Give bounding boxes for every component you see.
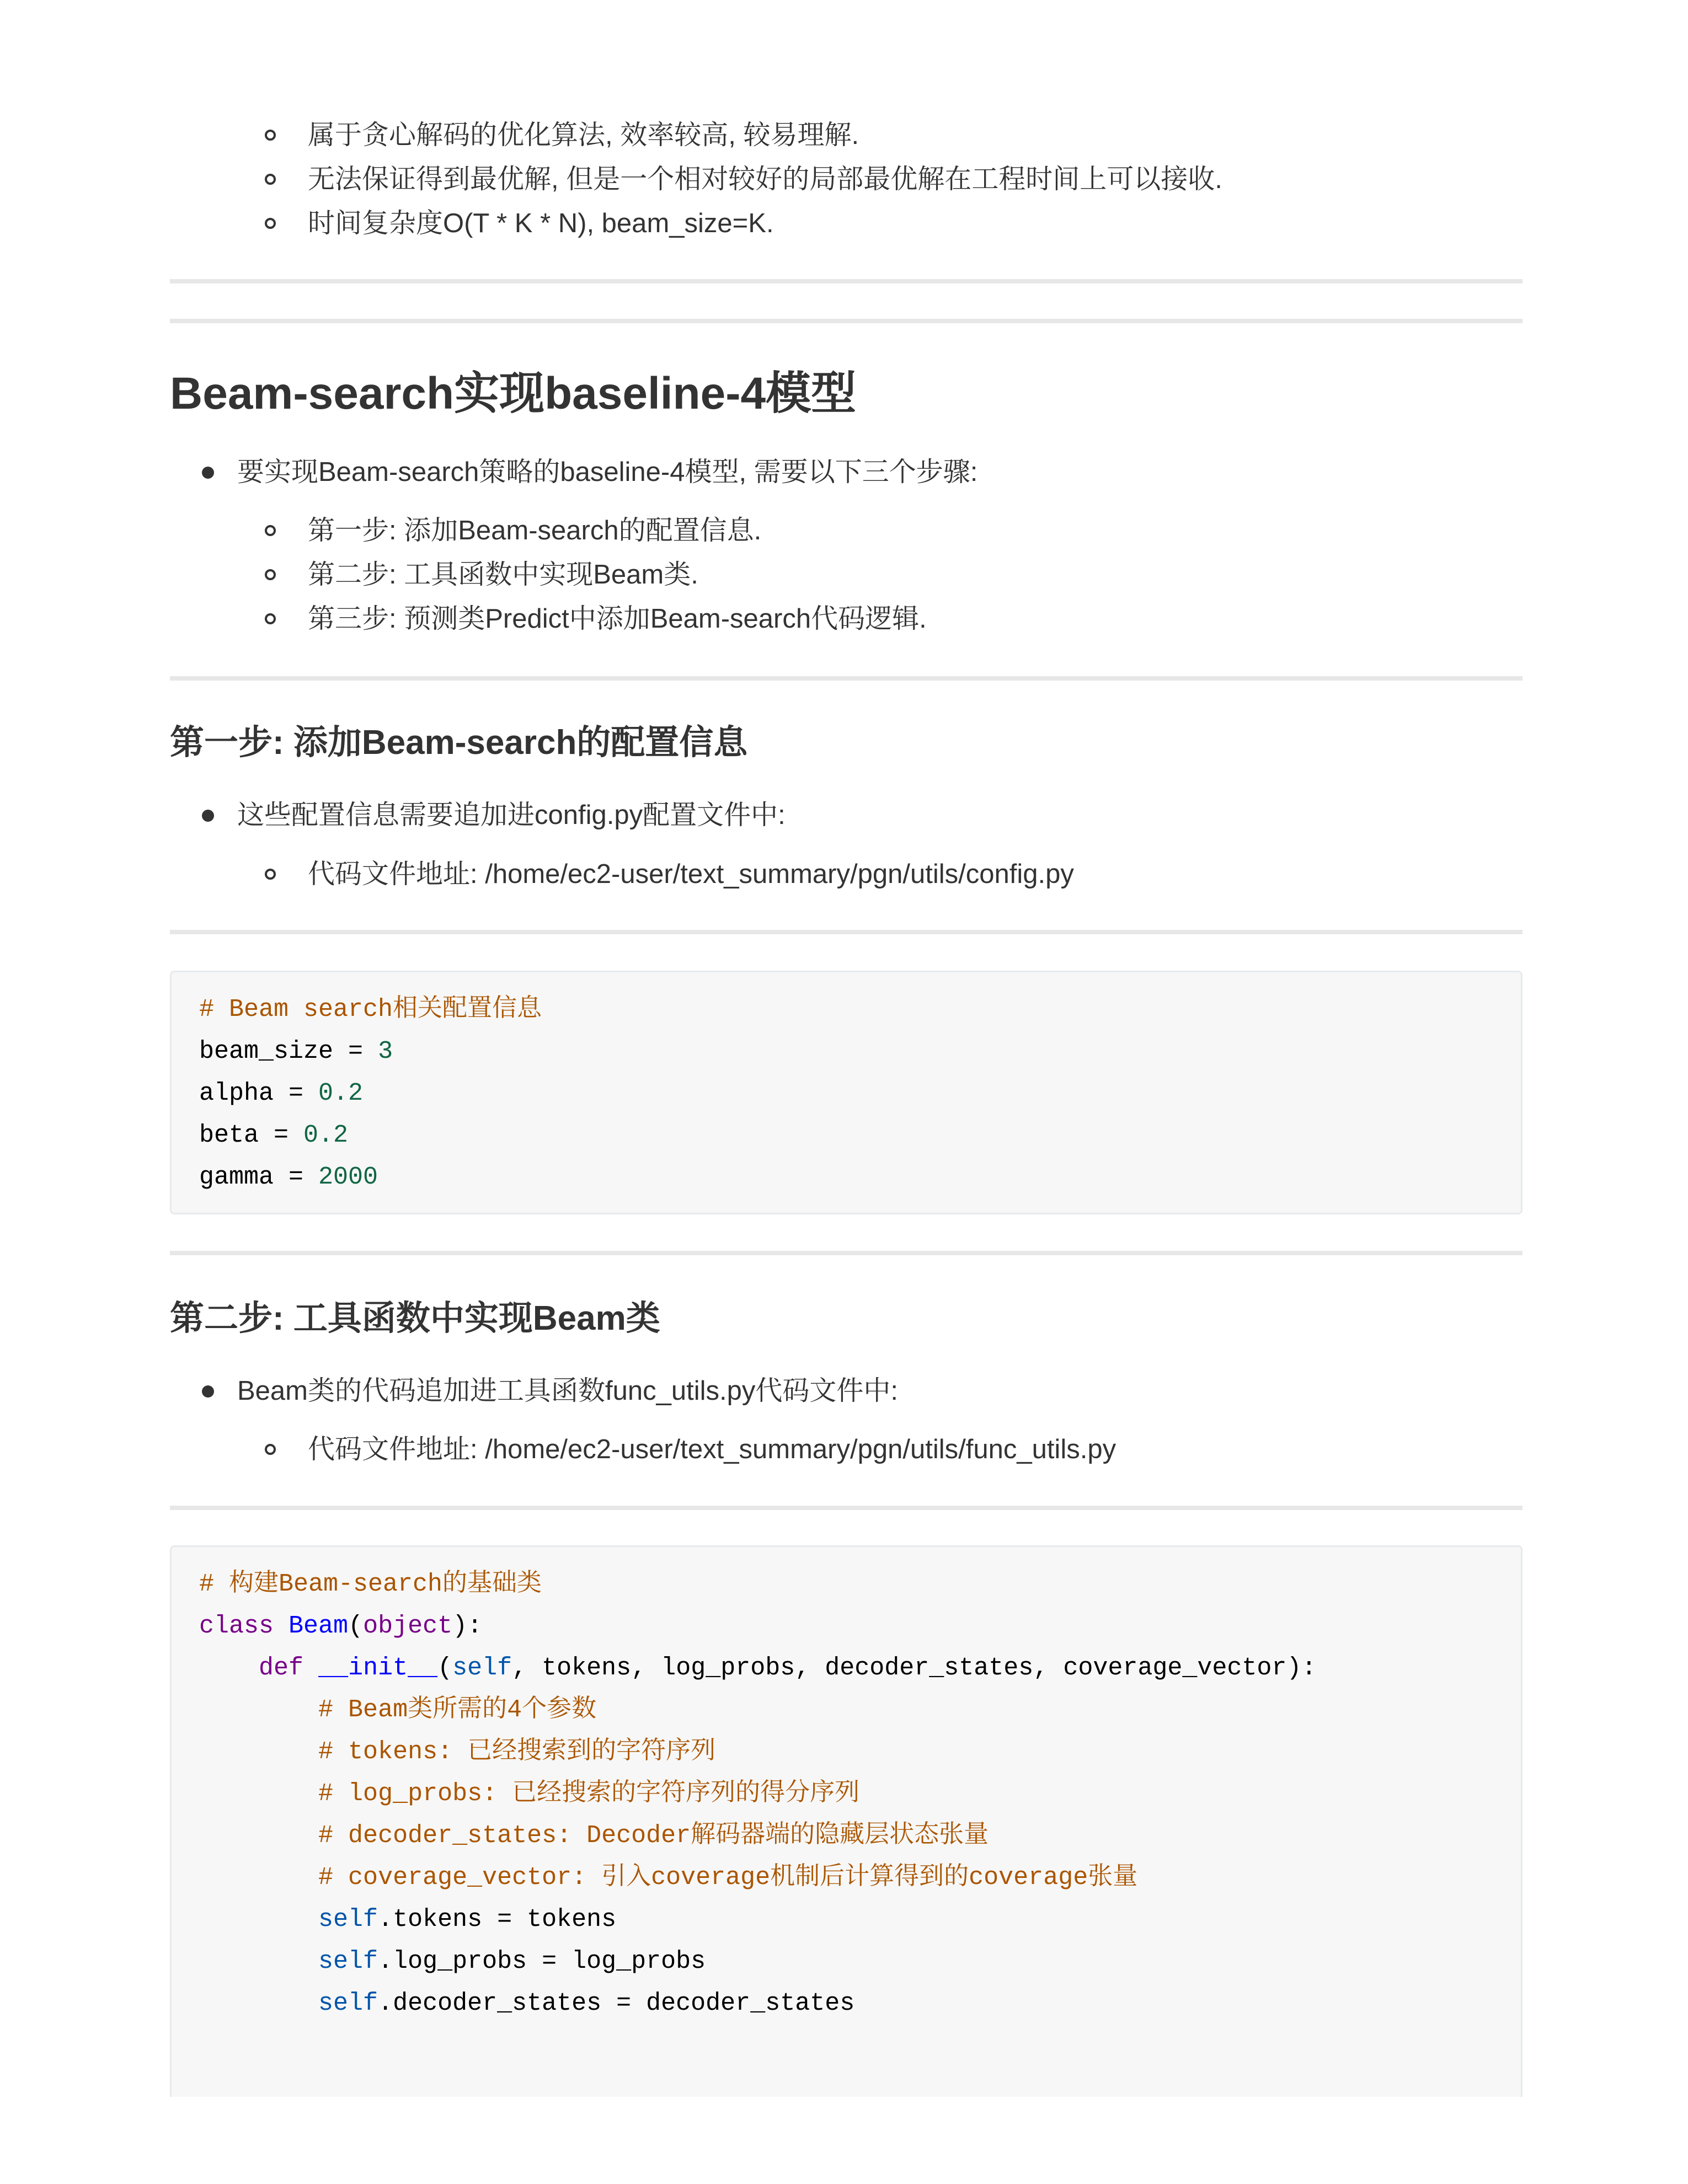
list-item: 无法保证得到最优解, 但是一个相对较好的局部最优解在工程时间上可以接收.	[264, 157, 1222, 201]
section-title: Beam-search实现baseline-4模型	[170, 368, 857, 419]
code-number: 2000	[318, 1163, 378, 1191]
step2-title: 第二步: 工具函数中实现Beam类	[170, 1299, 660, 1337]
code-self: self	[452, 1654, 512, 1682]
code-assign: .log_probs = log_probs	[378, 1947, 706, 1976]
code-number: 0.2	[318, 1079, 364, 1107]
list-item: 这些配置信息需要追加进config.py配置文件中:	[199, 793, 786, 837]
intro-list	[264, 113, 1222, 245]
code-self: self	[318, 1947, 378, 1976]
code-assign: .tokens = tokens	[378, 1905, 617, 1934]
list-item: 第二步: 工具函数中实现Beam类.	[264, 553, 927, 597]
code-comment: # log_probs: 已经搜索的字符序列的得分序列	[318, 1780, 860, 1808]
divider	[170, 676, 1523, 681]
step1-title: 第一步: 添加Beam-search的配置信息	[170, 724, 748, 762]
code-var: beta	[199, 1121, 259, 1149]
code-self: self	[318, 1989, 378, 2017]
config-code-block[interactable]: # Beam search相关配置信息 beam_size = 3 alpha = 0.2 beta = 0.2 gamma = 2000	[170, 971, 1523, 1214]
list-item: Beam类的代码追加进工具函数func_utils.py代码文件中:	[199, 1369, 898, 1413]
code-args: , tokens, log_probs, decoder_states, coverage_vector):	[512, 1654, 1317, 1682]
file-path: 代码文件地址: /home/ec2-user/text_summary/pgn/utils/config.py	[264, 852, 1074, 896]
code-comment: # 构建Beam-search的基础类	[199, 1570, 542, 1598]
code-self: self	[318, 1905, 378, 1934]
code-comment: # decoder_states: Decoder解码器端的隐藏层状态张量	[318, 1822, 989, 1850]
divider	[170, 319, 1523, 323]
code-number: 3	[378, 1037, 393, 1066]
code-comment: # tokens: 已经搜索到的字符序列	[318, 1738, 716, 1766]
code-assign: .decoder_states = decoder_states	[378, 1989, 855, 2017]
file-path: 代码文件地址: /home/ec2-user/text_summary/pgn/utils/func_utils.py	[264, 1427, 1116, 1471]
list-item: 时间复杂度O(T * K * N), beam_size=K.	[264, 201, 1222, 245]
list-item: 要实现Beam-search策略的baseline-4模型, 需要以下三个步骤:	[199, 450, 977, 494]
divider	[170, 1251, 1523, 1255]
code-builtin: object	[363, 1612, 453, 1640]
code-comment: # Beam search相关配置信息	[199, 995, 542, 1024]
code-comment: # coverage_vector: 引入coverage机制后计算得到的coverage张量	[318, 1864, 1138, 1892]
list-item: 属于贪心解码的优化算法, 效率较高, 较易理解.	[264, 113, 1222, 157]
divider	[170, 279, 1523, 283]
steps-list	[264, 508, 927, 641]
code-var: gamma	[199, 1163, 274, 1191]
code-number: 0.2	[303, 1121, 349, 1149]
code-keyword: class	[199, 1612, 274, 1640]
divider	[170, 930, 1523, 934]
code-comment: # Beam类所需的4个参数	[318, 1696, 597, 1724]
divider	[170, 1506, 1523, 1510]
step1-path-list	[264, 852, 1074, 896]
step2-path-list	[264, 1427, 1116, 1471]
code-keyword: def	[259, 1654, 304, 1682]
code-def-name: __init__	[318, 1654, 438, 1682]
beam-code-block[interactable]: # 构建Beam-search的基础类 class Beam(object): def __init__(self, tokens, log_probs, decoder_states, coverage_vector): # Beam类所需的4个参数 # tokens: 已经搜索到的字符序列 # log_probs: 已经搜索的字符序列的得分序列 # decoder_states: Decoder解码器端的隐藏层状态张量 # coverage_vector: 引入coverage机制后计算得到的coverage张量 self.tokens = tokens self.log_probs = log_probs self.decoder_states = decoder_states	[170, 1545, 1523, 2097]
list-item: 第三步: 预测类Predict中添加Beam-search代码逻辑.	[264, 597, 927, 641]
code-var: beam_size	[199, 1037, 334, 1066]
code-var: alpha	[199, 1079, 274, 1107]
list-item: 第一步: 添加Beam-search的配置信息.	[264, 508, 927, 553]
code-class-name: Beam	[289, 1612, 349, 1640]
